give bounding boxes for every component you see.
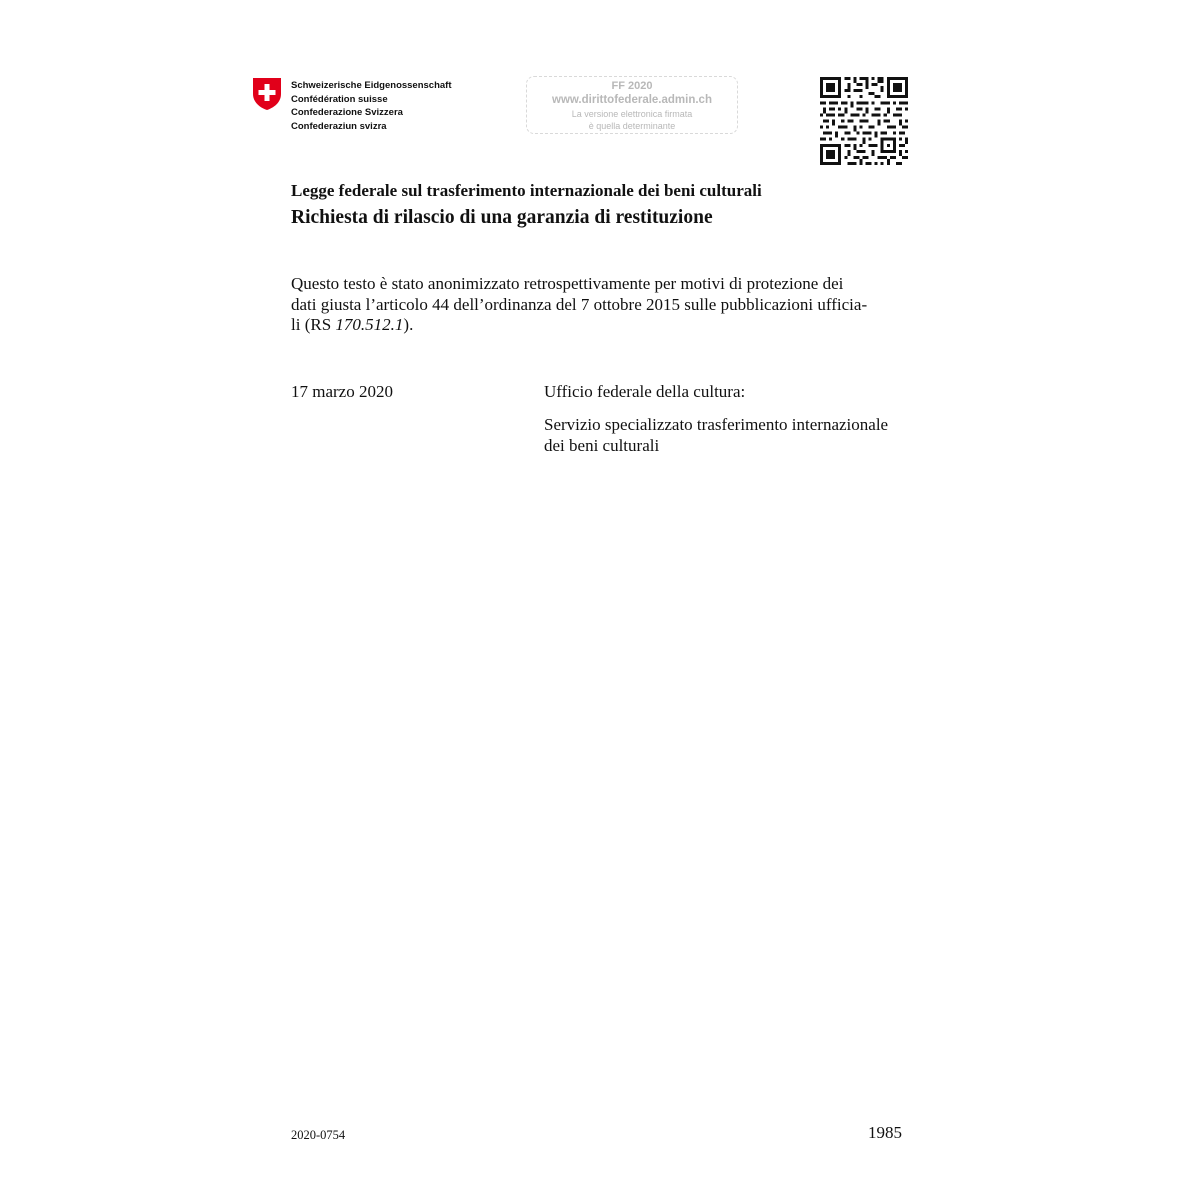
document-number: 2020-0754 xyxy=(291,1128,346,1142)
official-publication-stamp xyxy=(526,76,738,134)
notice-line-2: dati giusta l’articolo 44 dell’ordinanza del 7 ottobre 2015 sulle pubblicazioni ufficia- xyxy=(291,294,868,314)
qr-code-icon xyxy=(820,77,908,165)
notice-line-3 xyxy=(291,315,909,336)
stamp-note-line1: La versione elettronica firmata xyxy=(571,109,693,119)
confederation-name xyxy=(291,79,452,133)
issuing-service-line-1: Servizio specializzato trasferimento internazionale xyxy=(544,415,889,434)
confederation-line-de: Schweizerische Eidgenossenschaft xyxy=(291,80,452,91)
anonymization-notice xyxy=(291,274,909,336)
document-subtitle: Richiesta di rilascio di una garanzia di restituzione xyxy=(291,207,713,228)
issuing-service xyxy=(544,415,919,456)
confederation-line-it: Confederazione Svizzera xyxy=(291,107,403,118)
swiss-cross-shield-icon xyxy=(252,77,282,111)
document-title: Legge federale sul trasferimento internazionale dei beni culturali xyxy=(291,181,762,200)
stamp-publication: FF 2020 xyxy=(611,80,653,92)
sr-reference: 170.512.1 xyxy=(335,315,404,334)
page-number: 1985 xyxy=(868,1123,902,1142)
notice-suffix: ). xyxy=(403,315,414,334)
stamp-website: www.dirittofederale.admin.ch xyxy=(552,94,712,106)
confederation-line-fr: Confédération suisse xyxy=(291,93,388,105)
issuing-service-line-2: dei beni culturali xyxy=(544,435,660,455)
notice-line-1: Questo testo è stato anonimizzato retrospettivamente per motivi di protezione dei xyxy=(291,274,844,293)
notice-prefix: li (RS xyxy=(291,315,336,334)
document-date: 17 marzo 2020 xyxy=(291,382,393,401)
confederation-line-rm: Confederaziun svizra xyxy=(291,120,387,132)
issuing-office: Ufficio federale della cultura: xyxy=(544,382,746,401)
stamp-note-line2: è quella determinante xyxy=(588,121,676,131)
